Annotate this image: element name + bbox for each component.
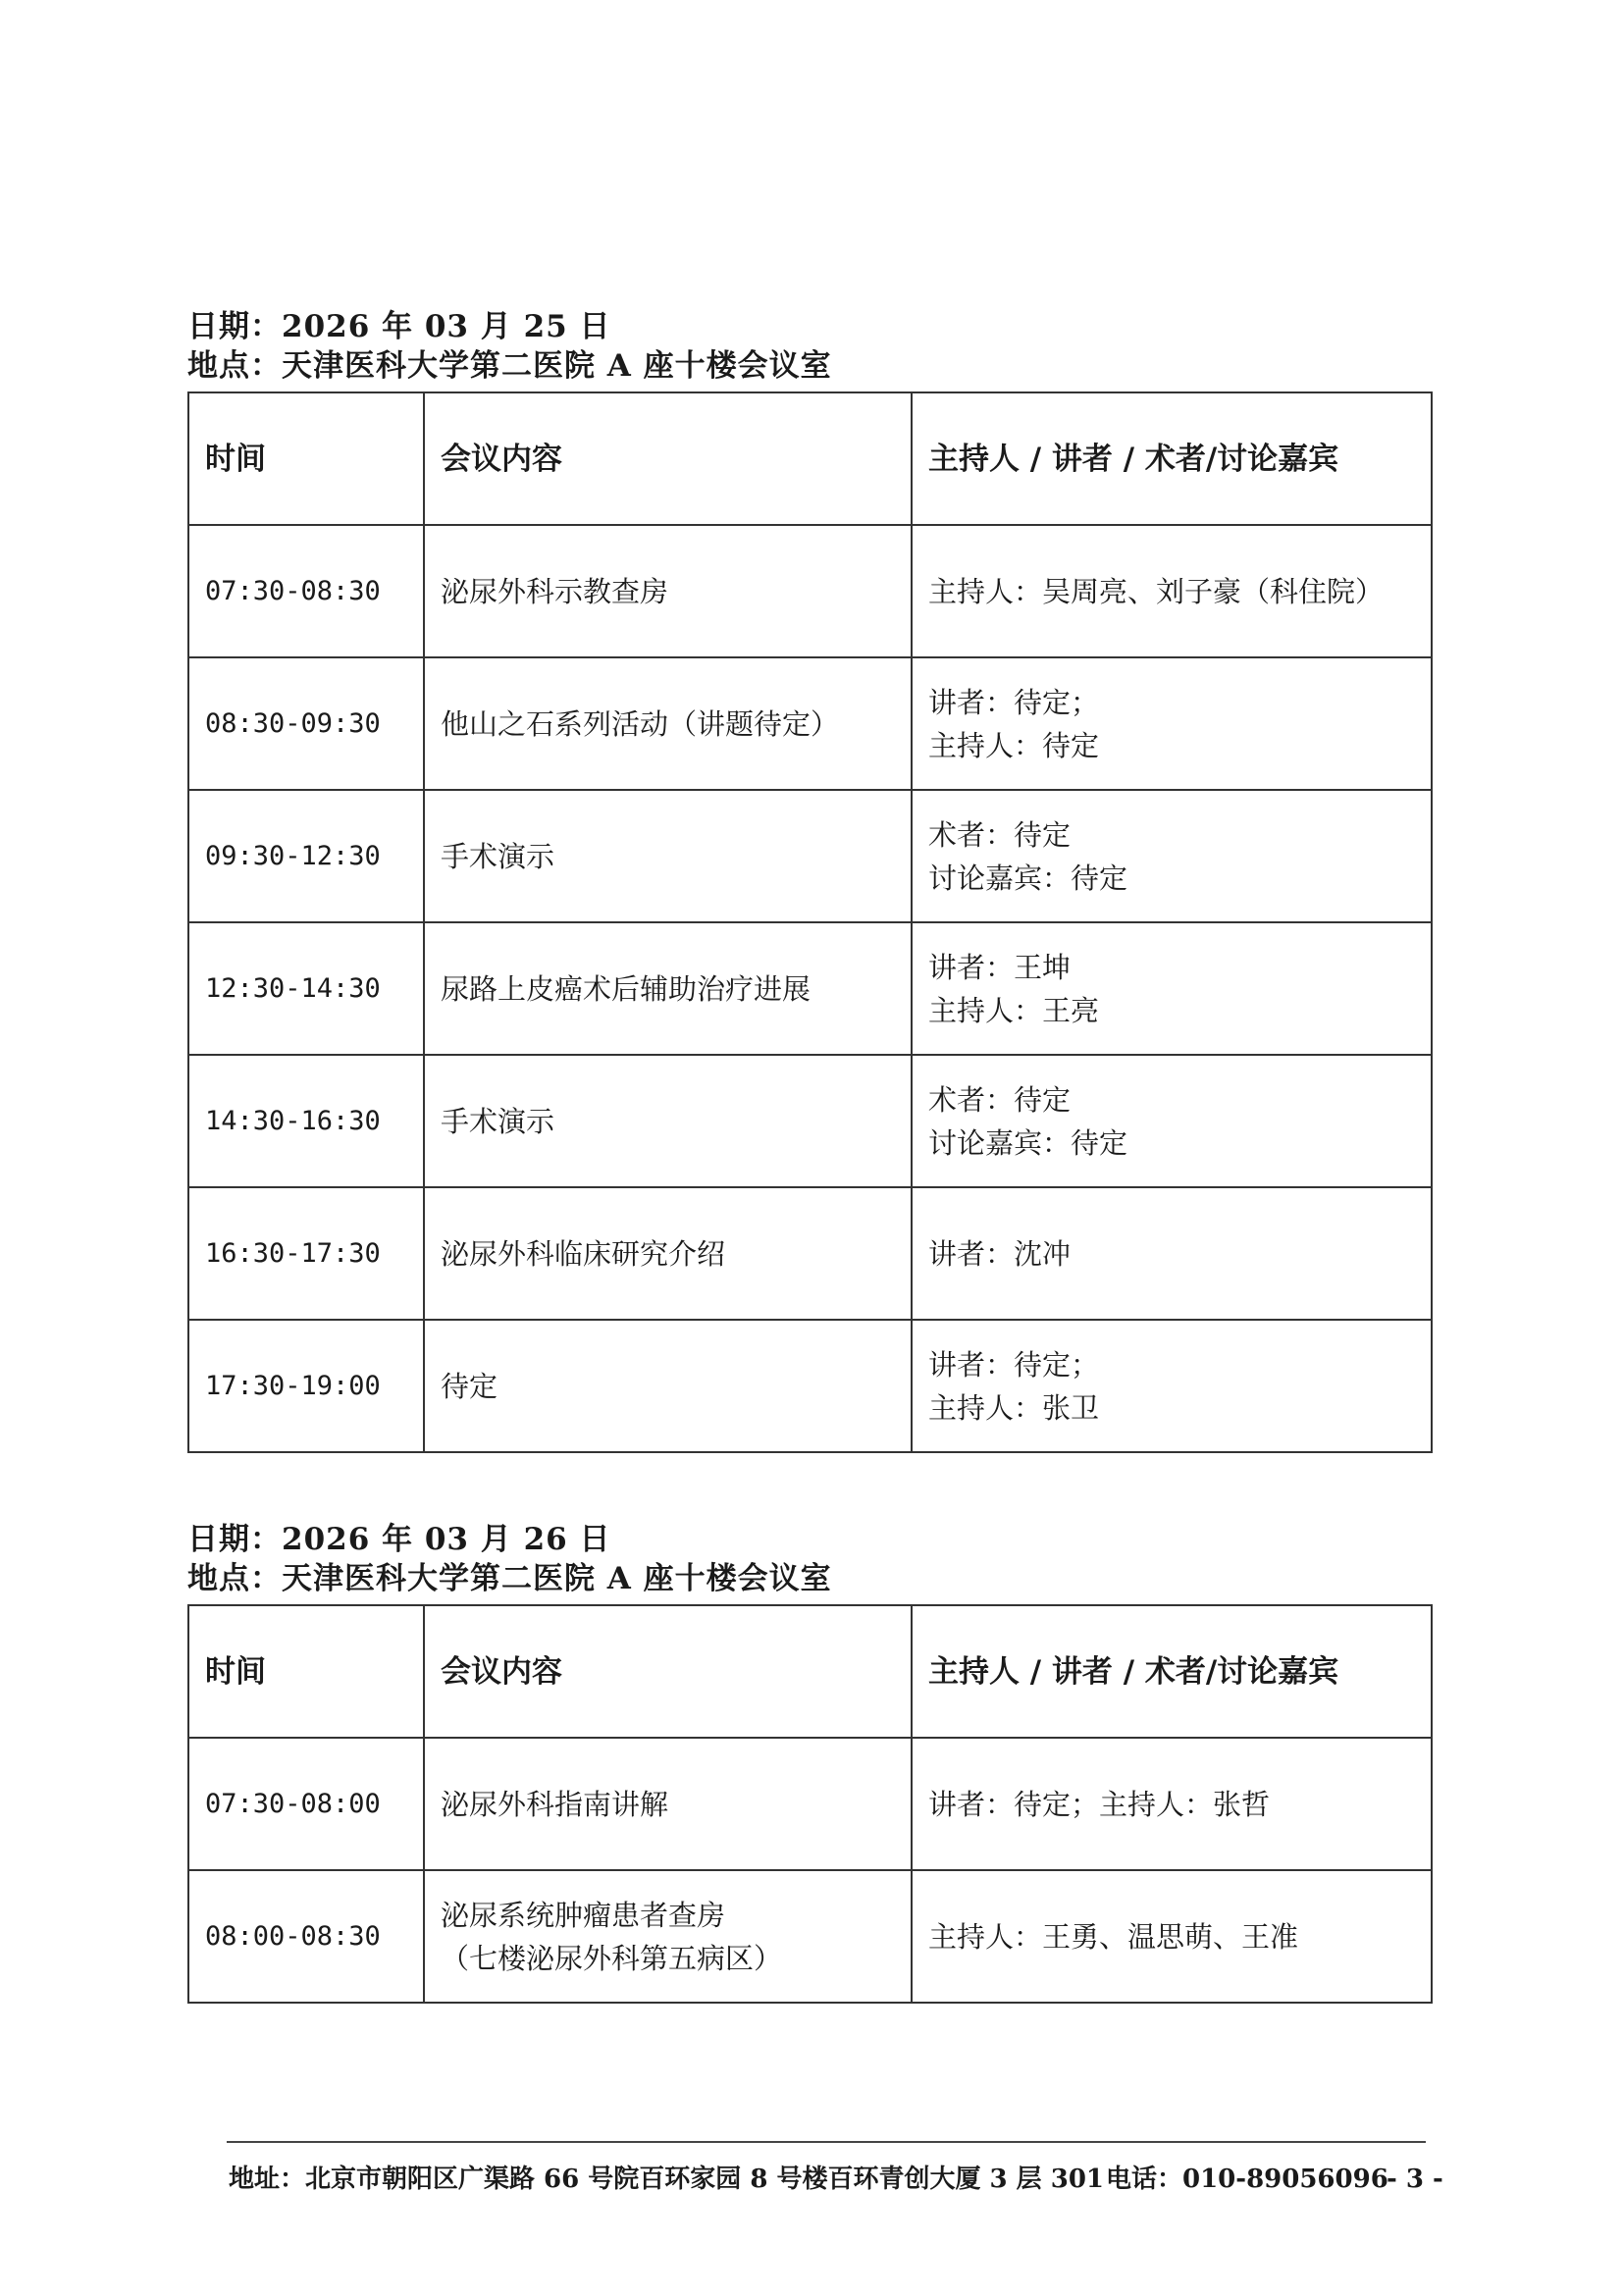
person-line: 讨论嘉宾：待定 bbox=[928, 1125, 1128, 1160]
date-line: 日期：2026 年 03 月 26 日 bbox=[187, 1522, 611, 1557]
content-line: 泌尿外科示教查房 bbox=[441, 574, 669, 608]
time-cell: 17:30-19:00 bbox=[188, 1320, 424, 1452]
content-line: 尿路上皮癌术后辅助治疗进展 bbox=[441, 971, 812, 1006]
footer-divider bbox=[227, 2141, 1426, 2143]
table-row bbox=[188, 1320, 1432, 1452]
header-time: 时间 bbox=[188, 1605, 424, 1738]
person-line: 讨论嘉宾：待定 bbox=[928, 861, 1128, 895]
table-row bbox=[188, 525, 1432, 657]
content-line: （七楼泌尿外科第五病区） bbox=[441, 1941, 783, 1975]
table-row bbox=[188, 1870, 1432, 2003]
content-line: 泌尿外科指南讲解 bbox=[441, 1787, 669, 1821]
persons-cell bbox=[912, 790, 1432, 922]
table-row bbox=[188, 1738, 1432, 1870]
content-cell bbox=[424, 1055, 912, 1187]
person-line: 主持人：王勇、温思萌、王准 bbox=[928, 1919, 1299, 1954]
content-line: 泌尿外科临床研究介绍 bbox=[441, 1236, 726, 1271]
location-line: 地点：天津医科大学第二医院 A 座十楼会议室 bbox=[187, 1561, 832, 1596]
time-cell: 07:30-08:00 bbox=[188, 1738, 424, 1870]
time-cell: 08:30-09:30 bbox=[188, 657, 424, 790]
persons-cell bbox=[912, 657, 1432, 790]
time-cell: 12:30-14:30 bbox=[188, 922, 424, 1055]
location-line: 地点：天津医科大学第二医院 A 座十楼会议室 bbox=[187, 348, 832, 384]
time-cell: 16:30-17:30 bbox=[188, 1187, 424, 1320]
persons-cell bbox=[912, 1055, 1432, 1187]
person-line: 术者：待定 bbox=[928, 817, 1072, 852]
person-line: 讲者：王坤 bbox=[928, 950, 1072, 984]
content-cell bbox=[424, 525, 912, 657]
content-line: 待定 bbox=[441, 1369, 498, 1403]
header-row bbox=[188, 392, 1432, 525]
footer-phone: 电话：010-89056096 bbox=[1106, 2165, 1388, 2194]
person-line: 讲者：待定； bbox=[928, 1347, 1100, 1382]
person-line: 主持人：张卫 bbox=[928, 1390, 1100, 1425]
header-content: 会议内容 bbox=[424, 392, 912, 525]
table-row bbox=[188, 1055, 1432, 1187]
content-cell bbox=[424, 1738, 912, 1870]
person-line: 主持人：吴周亮、刘子豪（科住院） bbox=[928, 574, 1385, 608]
content-cell bbox=[424, 1870, 912, 2003]
content-cell bbox=[424, 657, 912, 790]
person-line: 讲者：待定； bbox=[928, 685, 1100, 719]
person-line: 讲者：待定；主持人：张哲 bbox=[928, 1787, 1271, 1821]
time-cell: 14:30-16:30 bbox=[188, 1055, 424, 1187]
header-time: 时间 bbox=[188, 392, 424, 525]
content-line: 泌尿系统肿瘤患者查房 bbox=[441, 1898, 726, 1932]
footer-address: 地址：北京市朝阳区广渠路 66 号院百环家园 8 号楼百环青创大厦 3 层 301 bbox=[229, 2165, 1104, 2194]
persons-cell bbox=[912, 922, 1432, 1055]
page-number: - 3 - bbox=[1387, 2165, 1443, 2194]
header-persons: 主持人 / 讲者 / 术者/讨论嘉宾 bbox=[912, 1605, 1432, 1738]
schedule-body bbox=[188, 1605, 1432, 2003]
content-line: 手术演示 bbox=[441, 1104, 555, 1138]
schedule-section-day1 bbox=[187, 307, 1431, 1453]
schedule-body bbox=[188, 392, 1432, 1452]
content-cell bbox=[424, 1320, 912, 1452]
content-cell bbox=[424, 1187, 912, 1320]
time-cell: 07:30-08:30 bbox=[188, 525, 424, 657]
schedule-section-day2 bbox=[187, 1520, 1431, 2004]
header-row bbox=[188, 1605, 1432, 1738]
header-content: 会议内容 bbox=[424, 1605, 912, 1738]
content-cell bbox=[424, 922, 912, 1055]
persons-cell bbox=[912, 1870, 1432, 2003]
time-cell: 09:30-12:30 bbox=[188, 790, 424, 922]
persons-cell bbox=[912, 1320, 1432, 1452]
table-row bbox=[188, 1187, 1432, 1320]
content-line: 手术演示 bbox=[441, 839, 555, 873]
schedule-table bbox=[187, 1604, 1433, 2004]
persons-cell bbox=[912, 1187, 1432, 1320]
person-line: 主持人：王亮 bbox=[928, 993, 1100, 1027]
table-row bbox=[188, 922, 1432, 1055]
date-line: 日期：2026 年 03 月 25 日 bbox=[187, 309, 611, 344]
table-row bbox=[188, 790, 1432, 922]
schedule-table bbox=[187, 391, 1433, 1453]
table-row bbox=[188, 657, 1432, 790]
person-line: 主持人：待定 bbox=[928, 728, 1100, 762]
person-line: 讲者：沈冲 bbox=[928, 1236, 1072, 1271]
content-line: 他山之石系列活动（讲题待定） bbox=[441, 706, 840, 741]
persons-cell bbox=[912, 525, 1432, 657]
content-cell bbox=[424, 790, 912, 922]
header-persons: 主持人 / 讲者 / 术者/讨论嘉宾 bbox=[912, 392, 1432, 525]
time-cell: 08:00-08:30 bbox=[188, 1870, 424, 2003]
person-line: 术者：待定 bbox=[928, 1082, 1072, 1117]
persons-cell bbox=[912, 1738, 1432, 1870]
